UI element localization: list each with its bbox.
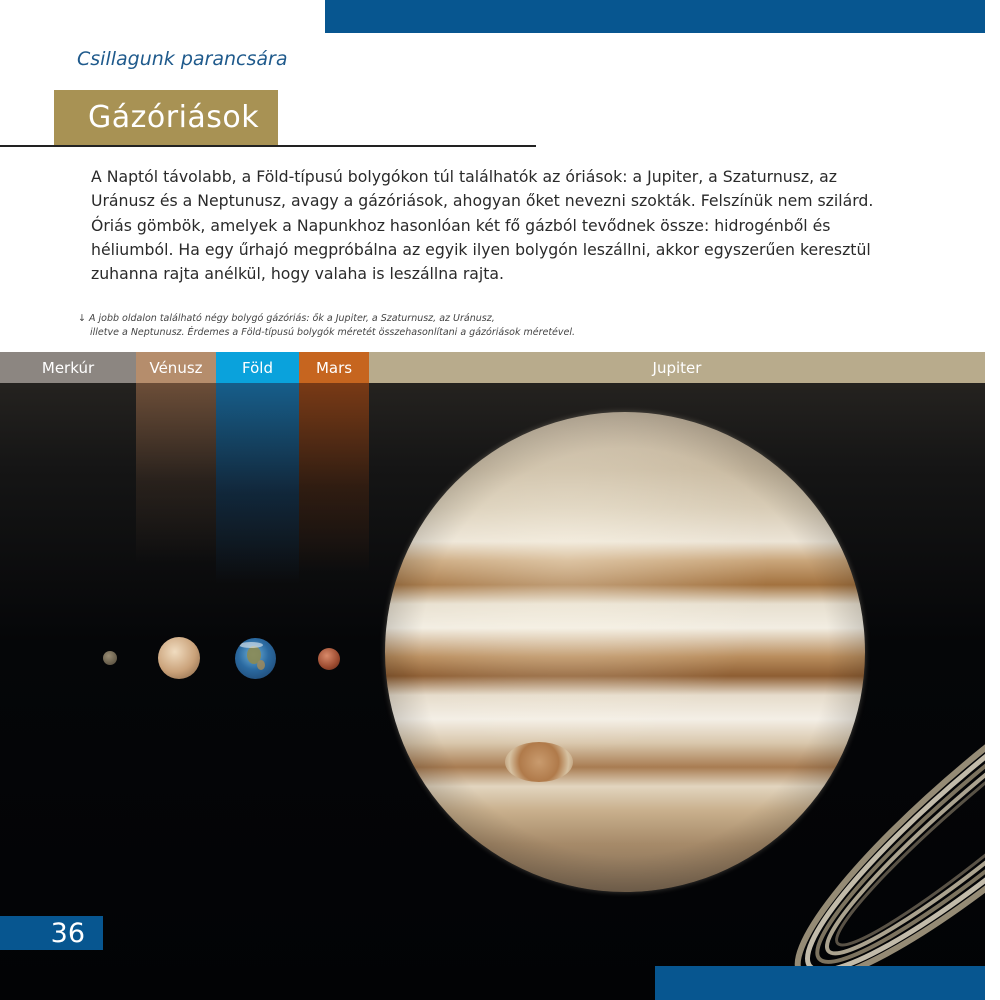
earth-planet (235, 638, 276, 679)
label-venus: Vénusz (136, 352, 216, 383)
label-mercury: Merkúr (0, 352, 136, 383)
venus-column (136, 383, 216, 563)
bottom-decorative-bar (655, 966, 985, 1000)
label-earth: Föld (216, 352, 299, 383)
earth-column (216, 383, 299, 583)
mars-column (299, 383, 369, 573)
caption-line-1: A jobb oldalon található négy bolygó gázóriás: ők a Jupiter, a Szaturnusz, az Uránusz, (88, 313, 495, 324)
mars-planet (318, 648, 340, 670)
caption-line-2: illetve a Neptunusz. Érdemes a Föld-típusú bolygók méretét összehasonlítani a gázóriások méretével. (90, 327, 576, 338)
image-caption (78, 312, 638, 340)
chapter-title: Gázóriások (54, 90, 278, 145)
label-jupiter: Jupiter (369, 352, 985, 383)
mercury-planet (103, 651, 117, 665)
label-mars: Mars (299, 352, 369, 383)
section-title: Csillagunk parancsára (77, 48, 288, 70)
page-number: 36 (0, 916, 103, 950)
heading-divider (0, 145, 536, 147)
great-red-spot (505, 742, 573, 782)
body-paragraph: A Naptól távolabb, a Föld-típusú bolygókon túl találhatók az óriások: a Jupiter, a Szaturnusz, az Uránusz és a Neptunusz, avagy a gázóriások, ahogyan őket nevezni szokták. Felszínük nem szilárd. Óriás gömbök, amelyek a Napunkhoz hasonlóan két fő gázból tevődnek össze: hidrogénből és héliumból. Ha egy űrhajó megpróbálna az egyik ilyen bolygón leszállni, akkor egyszerűen keresztül zuhanna rajta anélkül, hogy valaha is leszállna rajta. (91, 167, 874, 284)
top-decorative-bar (325, 0, 985, 33)
venus-planet (158, 637, 200, 679)
arrow-down-icon: ↓ (78, 313, 86, 324)
planet-comparison-figure (0, 352, 985, 1000)
saturn-rings (760, 712, 985, 962)
